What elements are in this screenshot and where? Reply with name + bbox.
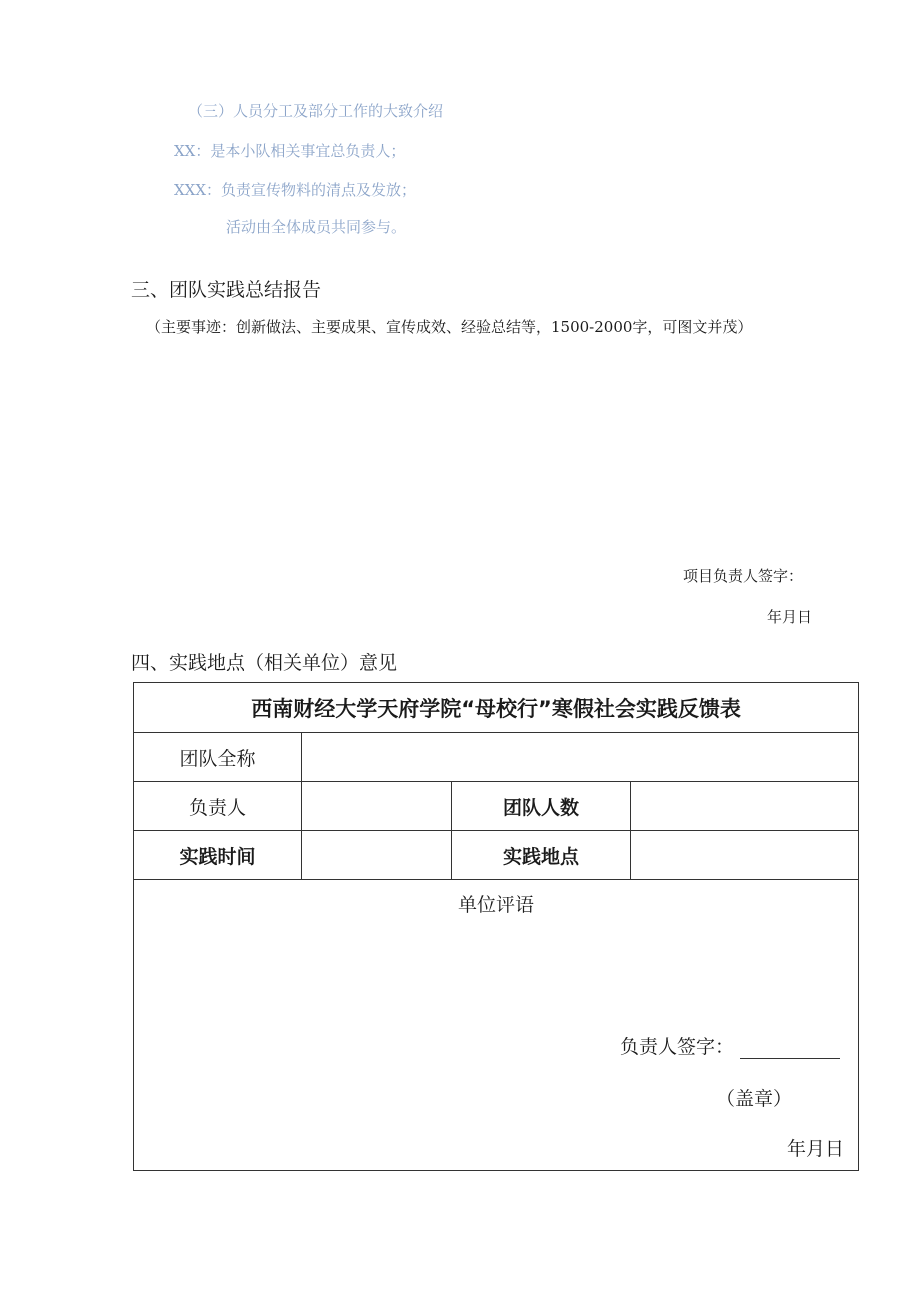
signature-row [620,1032,840,1059]
subsection-heading: （三）人员分工及部分工作的大致介绍 [188,102,444,120]
signature-label: 负责人签字： [620,1036,735,1058]
practice-time-field[interactable] [302,831,452,880]
report-note: （主要事迹：创新做法、主要成果、宣传成效、经验总结等，1500-2000字，可图文并茂） [146,318,753,336]
practice-place-label: 实践地点 [452,831,631,880]
unit-comment-area[interactable] [134,880,859,1171]
unit-comment-label: 单位评语 [458,894,535,916]
signature-line[interactable] [740,1040,840,1059]
form-date-label: 年月日 [787,1138,845,1160]
duty-line-2: XXX：负责宣传物料的清点及发放； [174,181,417,199]
report-date-label: 年月日 [767,608,813,626]
practice-place-field[interactable] [631,831,859,880]
stamp-label: （盖章） [716,1088,793,1110]
report-heading: 三、团队实践总结报告 [131,279,322,301]
duty-line-1: XX：是本小队相关事宜总负责人； [174,142,406,160]
leader-field[interactable] [302,782,452,831]
project-leader-signature-label: 项目负责人签字： [683,567,804,585]
form-title: 西南财经大学天府学院“母校行”寒假社会实践反馈表 [134,683,859,733]
practice-time-label: 实践时间 [134,831,302,880]
feedback-form-table [133,682,859,1171]
team-size-field[interactable] [631,782,859,831]
duty-line-3: 活动由全体成员共同参与。 [226,218,407,236]
leader-label: 负责人 [134,782,302,831]
team-name-label: 团队全称 [134,733,302,782]
team-size-label: 团队人数 [452,782,631,831]
opinion-heading: 四、实践地点（相关单位）意见 [131,652,398,674]
team-name-field[interactable] [302,733,859,782]
